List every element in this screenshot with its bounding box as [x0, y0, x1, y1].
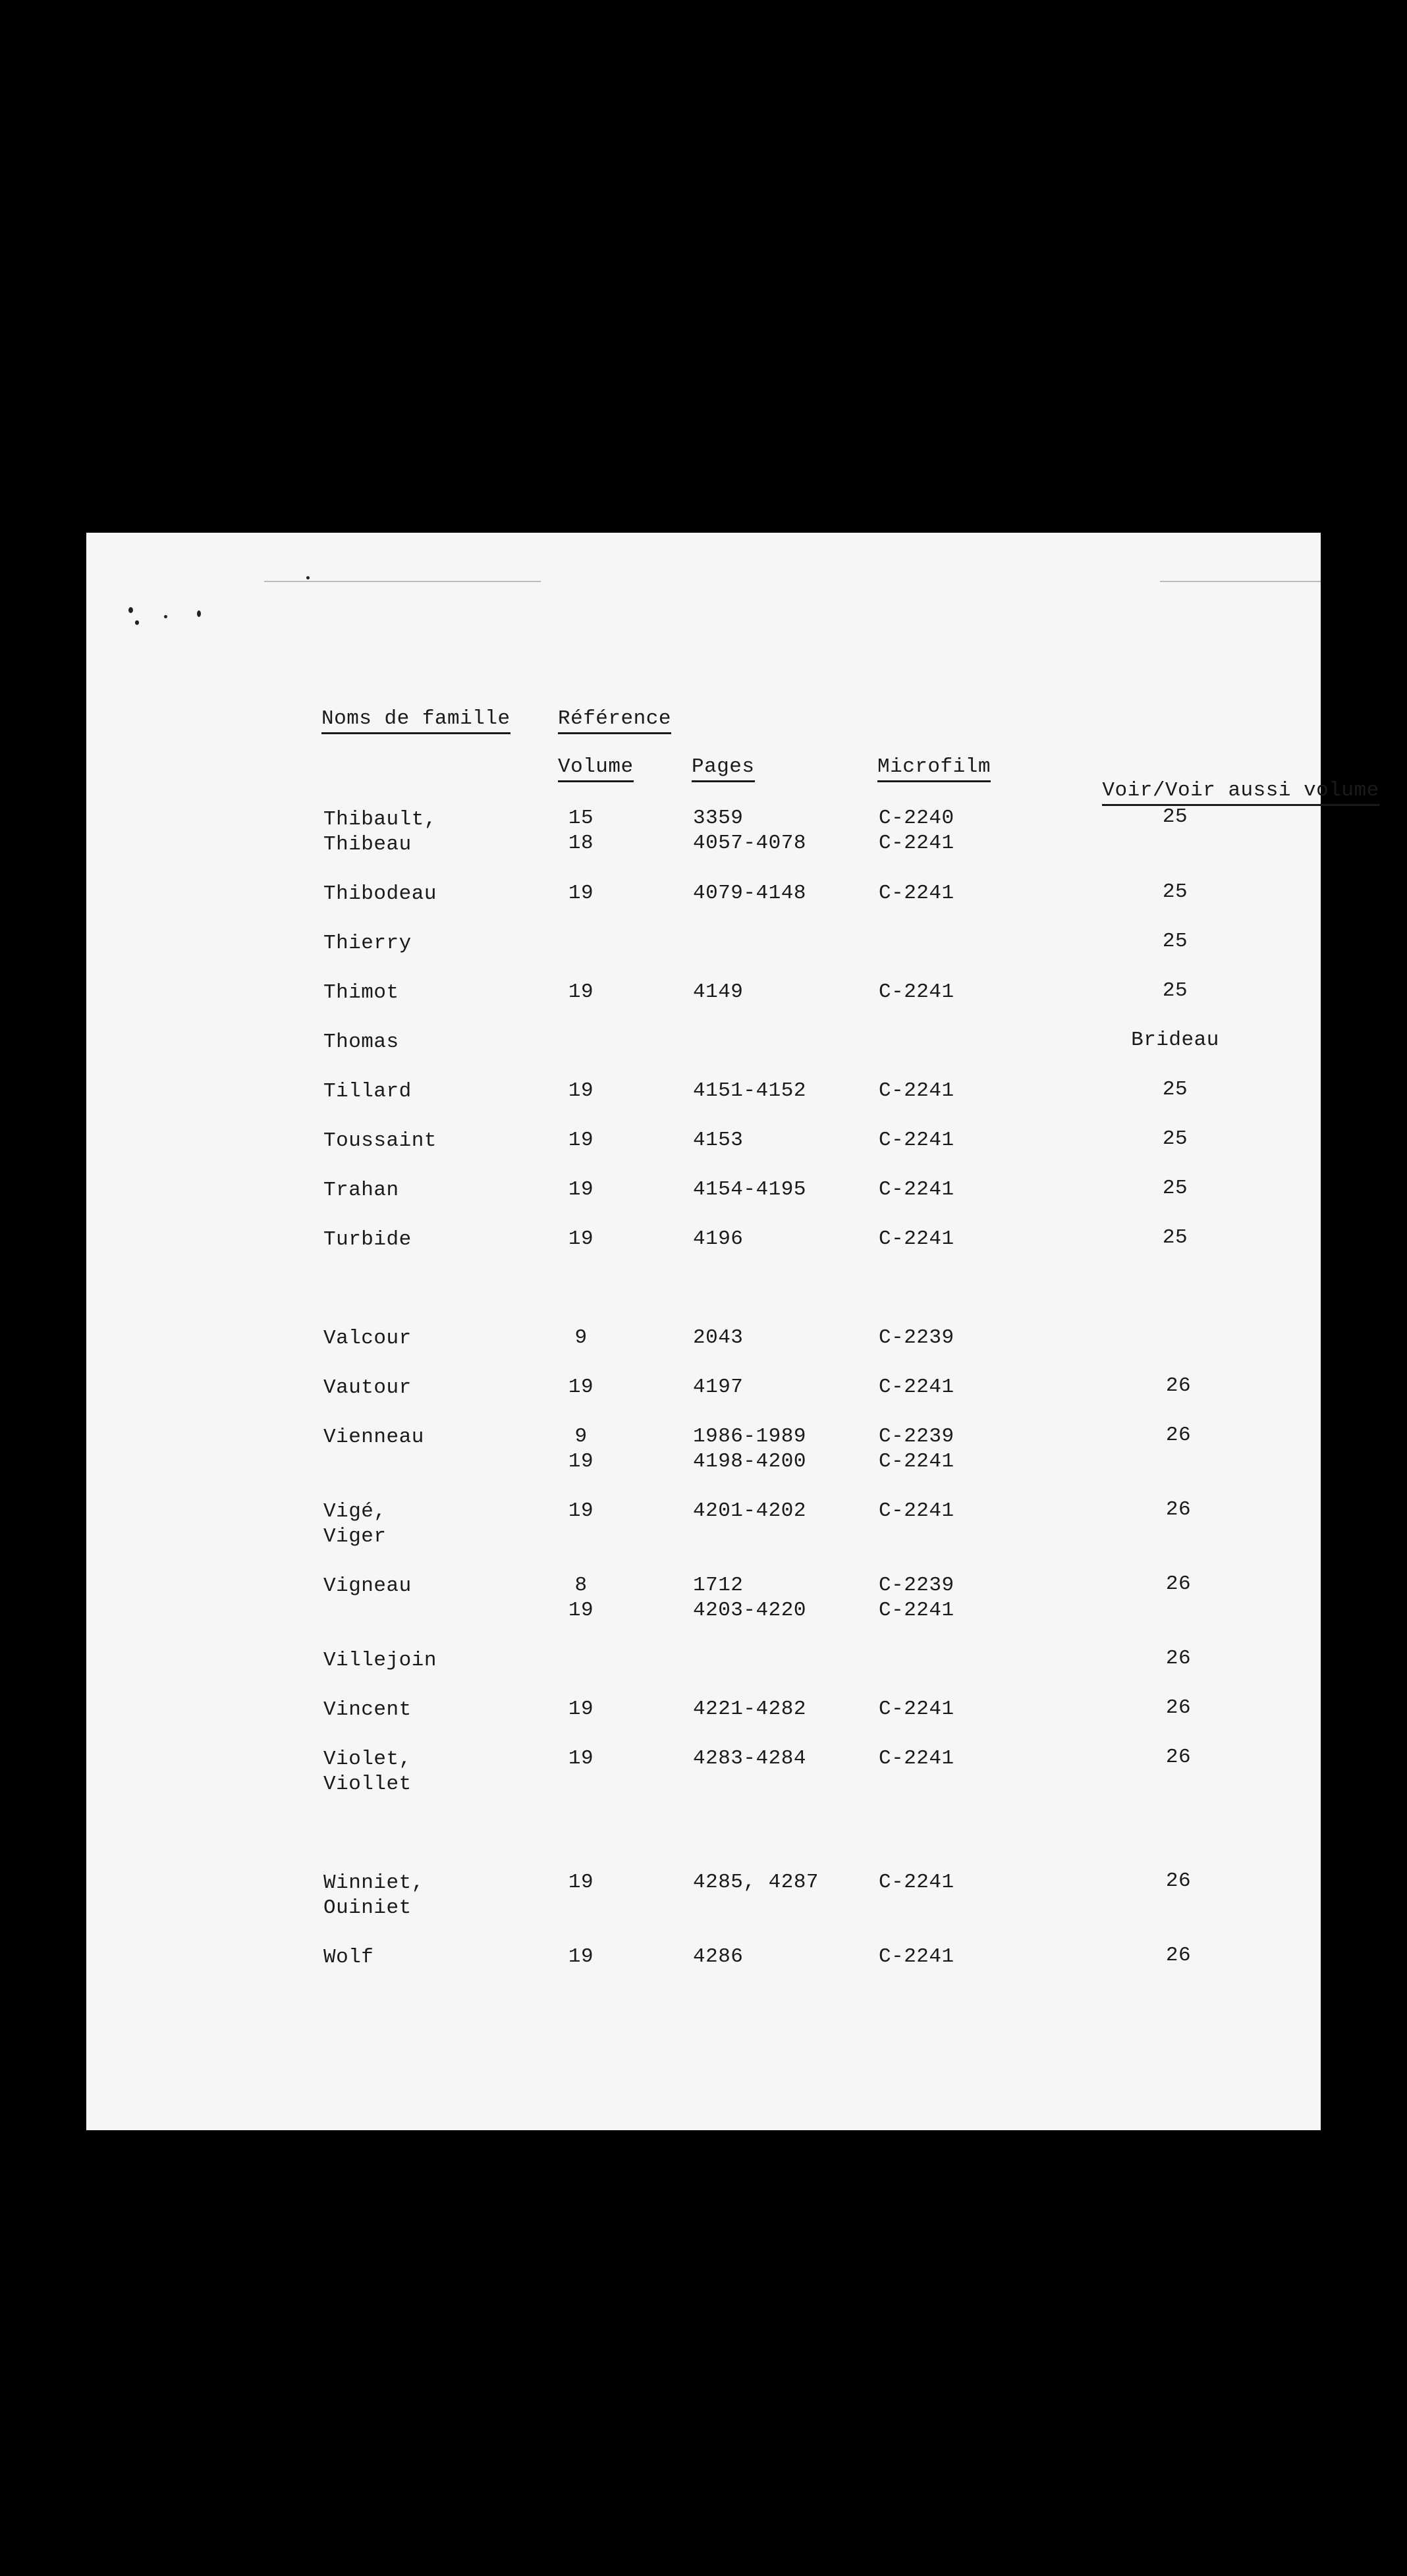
- row-see-also: 26: [1165, 1944, 1192, 1967]
- row-volume: 9: [574, 1425, 588, 1448]
- row-pages: 4196: [693, 1227, 744, 1250]
- row-surname: Turbide: [323, 1228, 412, 1251]
- row-volume: 19: [568, 1178, 594, 1201]
- row-microfilm: C-2241: [879, 1450, 954, 1473]
- row-see-also: 26: [1165, 1869, 1192, 1892]
- row-pages: 4203-4220: [693, 1599, 806, 1622]
- row-microfilm: C-2241: [879, 980, 954, 1004]
- row-microfilm: C-2241: [879, 1945, 954, 1968]
- row-surname: Thimot: [323, 981, 399, 1004]
- header-pages: Pages: [692, 755, 755, 782]
- row-volume: 19: [568, 1871, 594, 1894]
- row-microfilm: C-2241: [879, 882, 954, 905]
- row-see-also: 25: [1162, 1127, 1188, 1150]
- row-microfilm: C-2241: [879, 1499, 954, 1522]
- row-volume: 19: [568, 1499, 594, 1522]
- row-microfilm: C-2241: [879, 1747, 954, 1770]
- row-surname: Viger: [323, 1525, 387, 1548]
- row-surname: Wolf: [323, 1946, 374, 1969]
- row-volume: 18: [568, 832, 594, 855]
- row-see-also: 26: [1165, 1374, 1192, 1397]
- scan-edge-line: [264, 581, 541, 582]
- row-volume: 15: [568, 807, 594, 830]
- row-surname: Viollet: [323, 1773, 412, 1796]
- row-pages: 4198-4200: [693, 1450, 806, 1473]
- row-pages: 4285, 4287: [693, 1871, 819, 1894]
- row-pages: 2043: [693, 1326, 744, 1349]
- row-see-also: 25: [1162, 805, 1188, 828]
- row-volume: 19: [568, 980, 594, 1004]
- row-surname: Thibodeau: [323, 882, 437, 905]
- row-microfilm: C-2241: [879, 1178, 954, 1201]
- row-microfilm: C-2241: [879, 1227, 954, 1250]
- row-surname: Vincent: [323, 1698, 412, 1721]
- row-see-also: Brideau: [1131, 1029, 1219, 1052]
- scan-speck: [135, 620, 139, 625]
- row-volume: 19: [568, 882, 594, 905]
- scan-speck: [306, 576, 310, 579]
- row-surname: Vautour: [323, 1376, 412, 1399]
- row-surname: Toussaint: [323, 1129, 437, 1152]
- scan-speck: [128, 607, 133, 613]
- row-pages: 4079-4148: [693, 882, 806, 905]
- row-surname: Valcour: [323, 1327, 412, 1350]
- row-pages: 1712: [693, 1574, 744, 1597]
- row-surname: Vigneau: [323, 1574, 412, 1597]
- row-microfilm: C-2239: [879, 1574, 954, 1597]
- scan-speck: [197, 610, 201, 617]
- row-see-also: 25: [1162, 1226, 1188, 1249]
- row-volume: 8: [574, 1574, 588, 1597]
- row-pages: 4057-4078: [693, 832, 806, 855]
- row-see-also: 26: [1165, 1572, 1192, 1596]
- row-see-also: 25: [1162, 979, 1188, 1002]
- header-microfilm: Microfilm: [877, 755, 991, 782]
- row-see-also: 25: [1162, 1078, 1188, 1101]
- row-see-also: 25: [1162, 1177, 1188, 1200]
- row-microfilm: C-2241: [879, 1599, 954, 1622]
- row-surname: Thibault,: [323, 808, 437, 831]
- row-see-also: 26: [1165, 1746, 1192, 1769]
- row-surname: Vienneau: [323, 1426, 424, 1449]
- row-microfilm: C-2239: [879, 1326, 954, 1349]
- header-reference: Référence: [558, 707, 671, 734]
- row-see-also: 26: [1165, 1647, 1192, 1670]
- row-pages: 4154-4195: [693, 1178, 806, 1201]
- header-volume: Volume: [558, 755, 634, 782]
- row-pages: 1986-1989: [693, 1425, 806, 1448]
- row-surname: Tillard: [323, 1080, 412, 1103]
- row-volume: 19: [568, 1450, 594, 1473]
- row-surname: Thomas: [323, 1031, 399, 1054]
- row-surname: Ouiniet: [323, 1896, 412, 1919]
- row-pages: 4283-4284: [693, 1747, 806, 1770]
- row-microfilm: C-2241: [879, 1698, 954, 1721]
- row-microfilm: C-2239: [879, 1425, 954, 1448]
- row-volume: 19: [568, 1698, 594, 1721]
- row-volume: 19: [568, 1376, 594, 1399]
- row-volume: 19: [568, 1599, 594, 1622]
- row-microfilm: C-2241: [879, 1871, 954, 1894]
- row-see-also: 26: [1165, 1696, 1192, 1719]
- row-microfilm: C-2240: [879, 807, 954, 830]
- scan-edge-line: [1160, 581, 1321, 582]
- row-surname: Winniet,: [323, 1871, 424, 1894]
- row-pages: 4221-4282: [693, 1698, 806, 1721]
- row-pages: 4149: [693, 980, 744, 1004]
- row-surname: Violet,: [323, 1748, 412, 1771]
- row-microfilm: C-2241: [879, 832, 954, 855]
- row-pages: 4153: [693, 1129, 744, 1152]
- row-volume: 9: [574, 1326, 588, 1349]
- row-microfilm: C-2241: [879, 1376, 954, 1399]
- row-volume: 19: [568, 1747, 594, 1770]
- row-surname: Thierry: [323, 932, 412, 955]
- document-page: [86, 533, 1379, 2130]
- row-surname: Trahan: [323, 1179, 399, 1202]
- row-see-also: 25: [1162, 880, 1188, 903]
- row-see-also: 26: [1165, 1498, 1192, 1521]
- row-volume: 19: [568, 1079, 594, 1102]
- row-see-also: 26: [1165, 1424, 1192, 1447]
- row-pages: 4151-4152: [693, 1079, 806, 1102]
- scan-speck: [164, 615, 167, 618]
- row-microfilm: C-2241: [879, 1129, 954, 1152]
- header-surname: Noms de famille: [321, 707, 510, 734]
- row-pages: 4197: [693, 1376, 744, 1399]
- row-surname: Thibeau: [323, 833, 412, 856]
- header-see-also-label: Voir/Voir aussi volume: [1102, 779, 1379, 806]
- row-pages: 3359: [693, 807, 744, 830]
- row-volume: 19: [568, 1227, 594, 1250]
- row-volume: 19: [568, 1945, 594, 1968]
- row-microfilm: C-2241: [879, 1079, 954, 1102]
- row-see-also: 25: [1162, 930, 1188, 953]
- row-pages: 4201-4202: [693, 1499, 806, 1522]
- row-surname: Vigé,: [323, 1500, 387, 1523]
- row-volume: 19: [568, 1129, 594, 1152]
- row-surname: Villejoin: [323, 1649, 437, 1672]
- row-pages: 4286: [693, 1945, 744, 1968]
